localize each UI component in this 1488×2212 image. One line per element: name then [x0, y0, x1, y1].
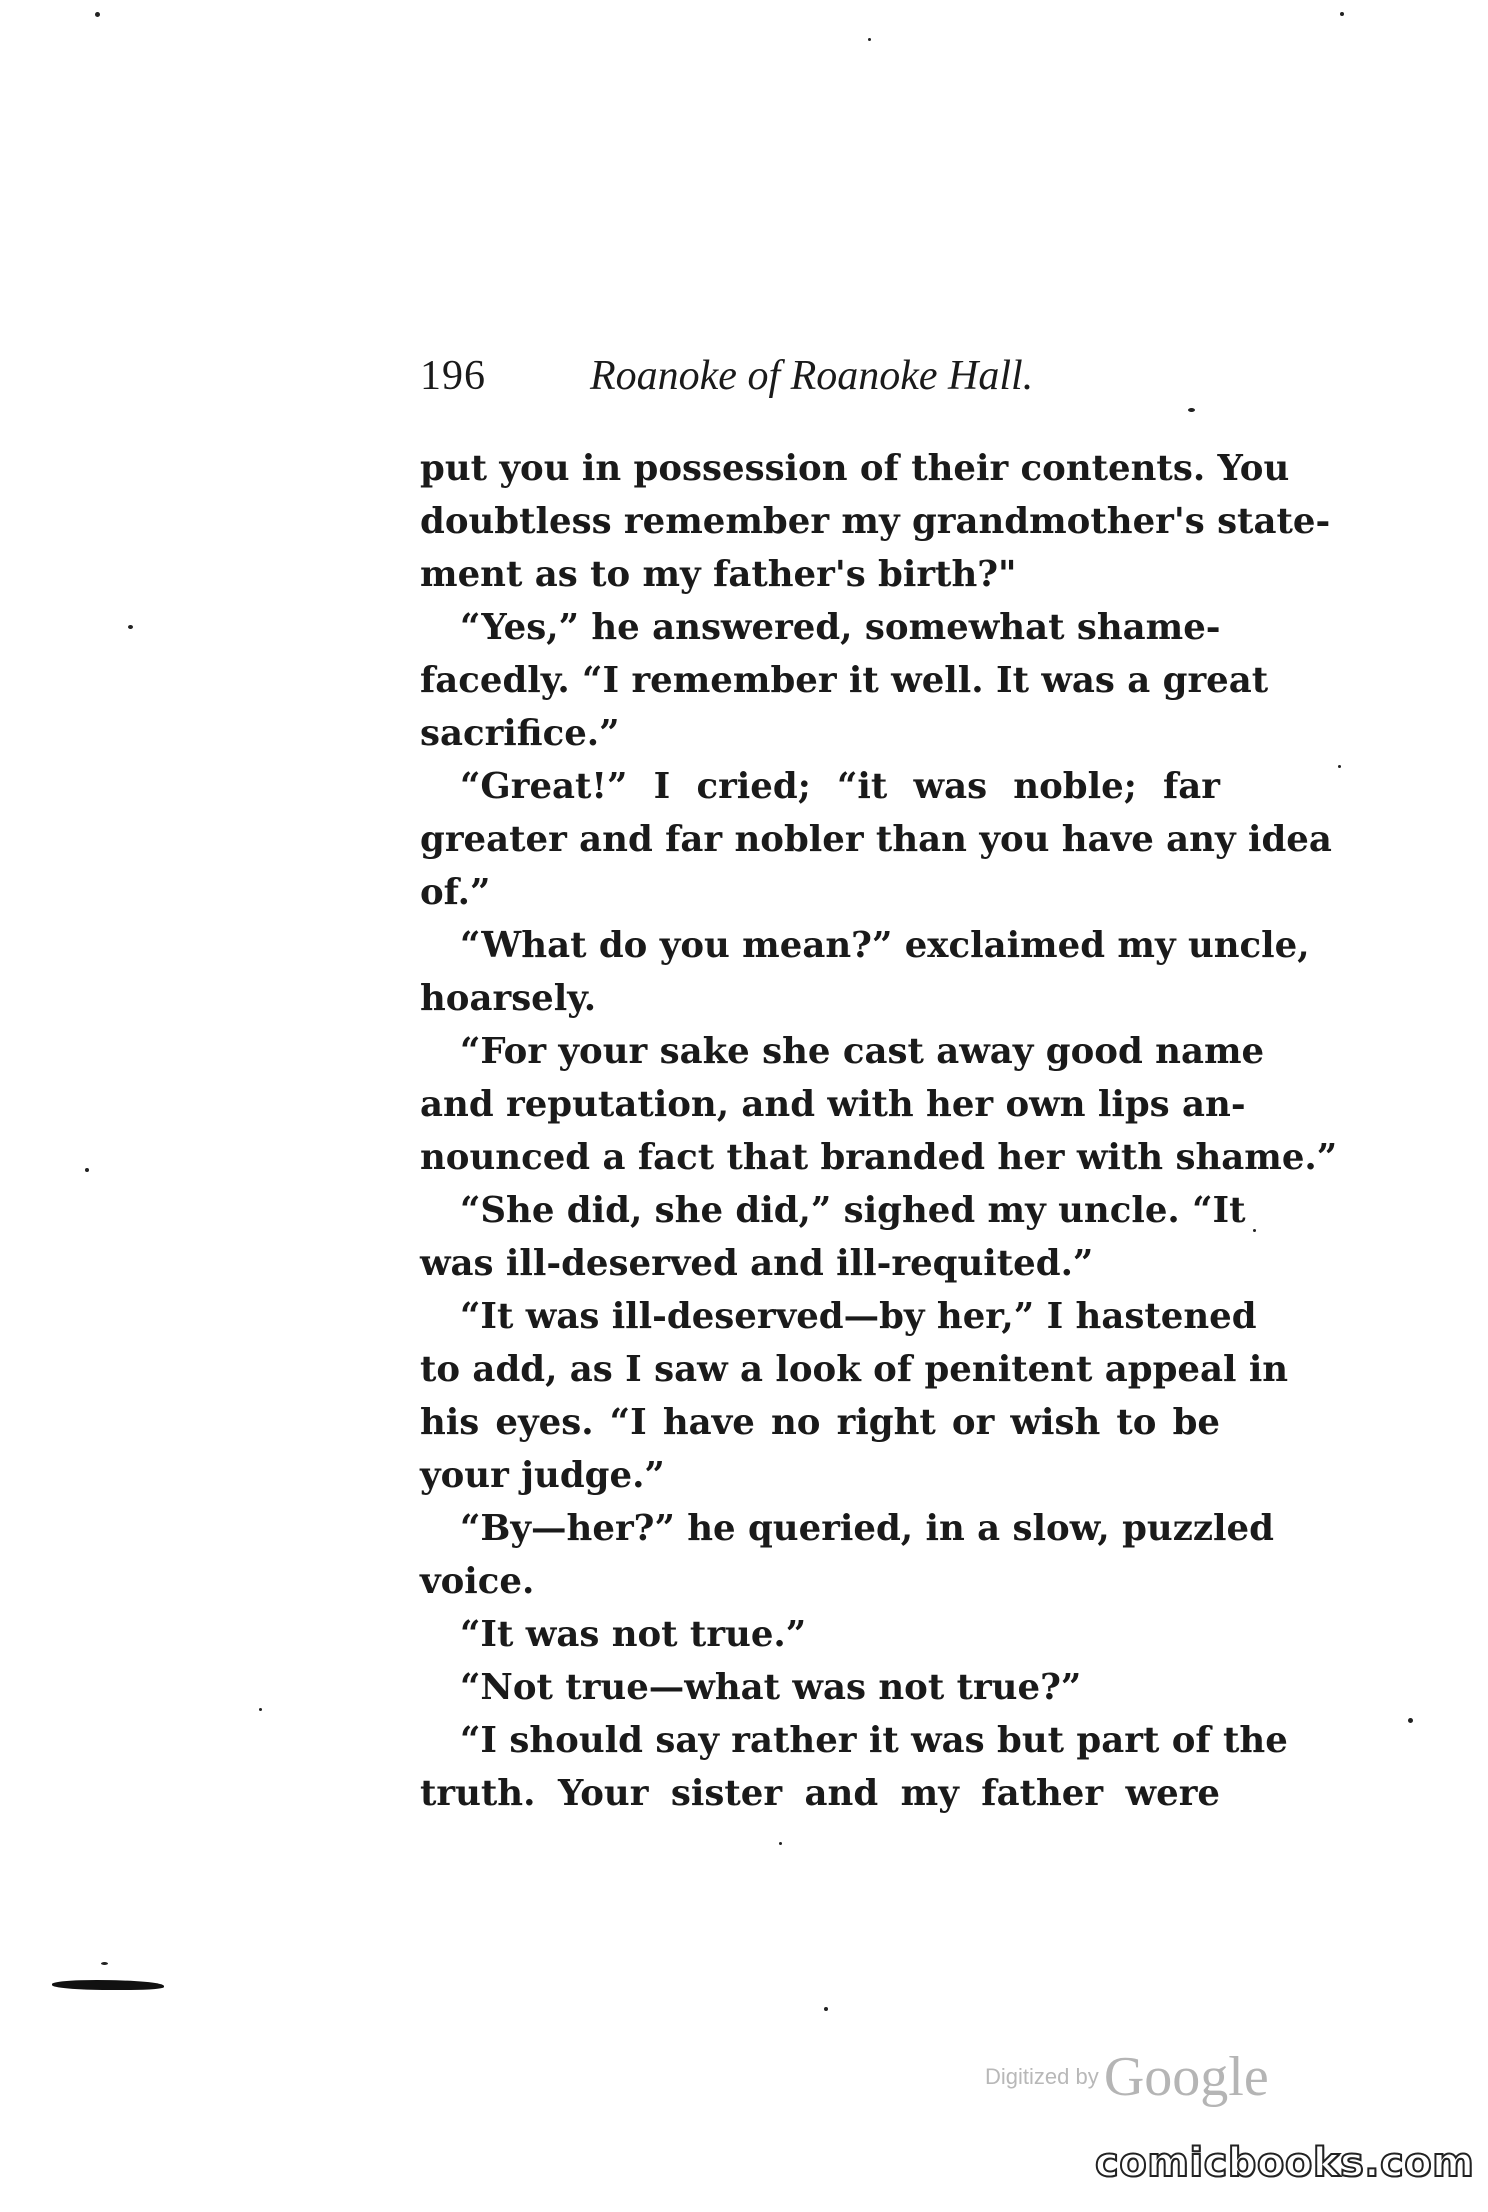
scan-speck [259, 1708, 262, 1711]
text-line: “Not true—what was not true?” [460, 1667, 1082, 1708]
text-line: “I should say rather it was but part of the [460, 1720, 1288, 1761]
text-line: his eyes. “I have no right or wish to be [420, 1402, 1220, 1443]
text-line: doubtless remember my grandmother's state- [420, 501, 1331, 542]
page-header [420, 350, 1240, 420]
google-logo: Google [1103, 2046, 1269, 2108]
digitized-label: Digitized by [985, 2064, 1099, 2089]
watermark: comicbooks.com [1095, 2140, 1475, 2186]
scan-speck [128, 625, 133, 629]
text-line: “It was not true.” [460, 1614, 807, 1655]
digitized-by-google [985, 2045, 1305, 2120]
scan-speck [95, 12, 100, 17]
scan-speck [868, 38, 871, 41]
scan-speck [1408, 1718, 1413, 1723]
running-head: Roanoke of Roanoke Hall. [590, 353, 1034, 399]
text-line: “By—her?” he queried, in a slow, puzzled [460, 1508, 1274, 1549]
text-line: nounced a fact that branded her with shame.” [420, 1137, 1338, 1178]
text-line: your judge.” [420, 1455, 665, 1496]
text-line: facedly. “I remember it well. It was a great [420, 660, 1269, 701]
text-line: hoarsely. [420, 978, 597, 1019]
text-line: voice. [420, 1561, 535, 1602]
text-line: and reputation, and with her own lips an- [420, 1084, 1246, 1125]
page-number: 196 [420, 353, 486, 399]
scan-speck [1188, 408, 1195, 412]
text-line: “For your sake she cast away good name [460, 1031, 1265, 1072]
text-line: “What do you mean?” exclaimed my uncle, [460, 925, 1310, 966]
text-line: sacrifice.” [420, 713, 620, 754]
text-line: “Great!” I cried; “it was noble; far [460, 766, 1220, 807]
ink-smudge [52, 1980, 164, 1990]
scan-speck [1338, 765, 1341, 768]
text-line: to add, as I saw a look of penitent appeal in [420, 1349, 1289, 1390]
scan-speck [824, 2007, 828, 2011]
text-line: “Yes,” he answered, somewhat shame- [460, 607, 1221, 648]
scan-speck [1253, 1229, 1256, 1232]
text-line: greater and far nobler than you have any idea [420, 819, 1332, 860]
text-line: put you in possession of their contents. You [420, 448, 1290, 489]
scan-speck [101, 1962, 108, 1965]
scan-speck [1340, 12, 1344, 16]
text-line: was ill-deserved and ill-requited.” [420, 1243, 1094, 1284]
scan-speck [85, 1168, 89, 1172]
text-line: of.” [420, 872, 491, 913]
text-line: “It was ill-deserved—by her,” I hastened [460, 1296, 1257, 1337]
text-line: “She did, she did,” sighed my uncle. “It [460, 1190, 1246, 1231]
scan-speck [779, 1842, 782, 1845]
text-line: ment as to my father's birth?" [420, 554, 1017, 595]
text-line: truth. Your sister and my father were [420, 1773, 1220, 1814]
